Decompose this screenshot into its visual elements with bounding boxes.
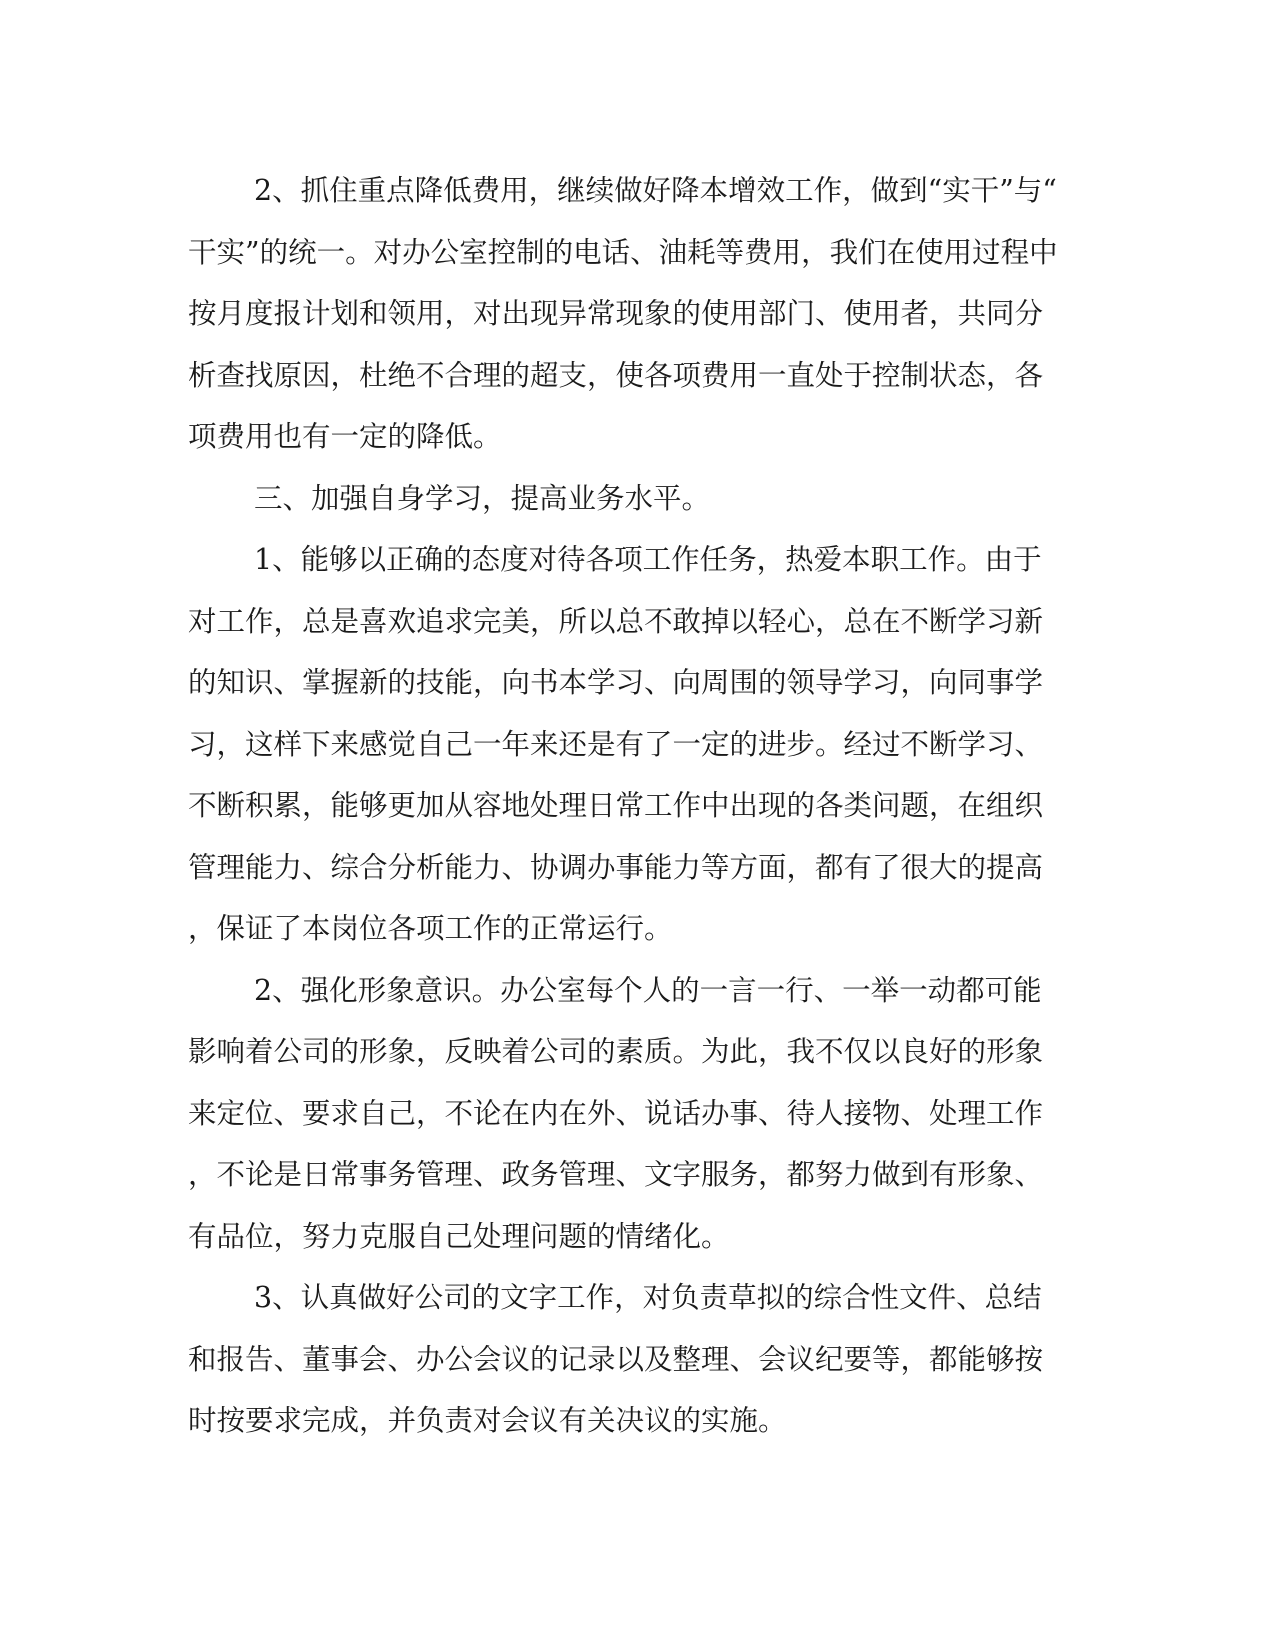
text-line: 和报告、董事会、办公会议的记录以及整理、会议纪要等，都能够按 — [188, 1342, 1044, 1376]
text-line: 时按要求完成，并负责对会议有关决议的实施。 — [188, 1404, 787, 1437]
text-line: 的知识、掌握新的技能，向书本学习、向周围的领导学习，向同事学 — [188, 666, 1044, 699]
text-line: 2、抓住重点降低费用，继续做好降本增效工作，做到“实干”与“ — [254, 174, 1057, 207]
text-line: 管理能力、综合分析能力、协调办事能力等方面，都有了很大的提高 — [188, 850, 1044, 884]
text-line: 项费用也有一定的降低。 — [188, 420, 502, 453]
text-line: ，不论是日常事务管理、政务管理、文字服务，都努力做到有形象、 — [188, 1158, 1044, 1191]
text-line: 1、能够以正确的态度对待各项工作任务，热爱本职工作。由于 — [254, 543, 1042, 576]
text-line: 影响着公司的形象，反映着公司的素质。为此，我不仅以良好的形象 — [188, 1035, 1044, 1068]
text-line: 3、认真做好公司的文字工作，对负责草拟的综合性文件、总结 — [254, 1281, 1042, 1314]
text-line: 不断积累，能够更加从容地处理日常工作中出现的各类问题，在组织 — [188, 789, 1044, 822]
document-body — [188, 160, 1070, 1452]
text-line: 按月度报计划和领用，对出现异常现象的使用部门、使用者，共同分 — [188, 297, 1044, 330]
text-line: 析查找原因，杜绝不合理的超支，使各项费用一直处于控制状态，各 — [188, 358, 1044, 392]
text-line: 习，这样下来感觉自己一年来还是有了一定的进步。经过不断学习、 — [188, 727, 1044, 761]
text-line: 对工作，总是喜欢追求完美，所以总不敢掉以轻心，总在不断学习新 — [188, 604, 1044, 638]
section-heading: 三、加强自身学习，提高业务水平。 — [254, 481, 711, 515]
text-line: 有品位，努力克服自己处理问题的情绪化。 — [188, 1219, 730, 1253]
text-line: 2、强化形象意识。办公室每个人的一言一行、一举一动都可能 — [254, 973, 1042, 1007]
text-line: 来定位、要求自己，不论在内在外、说话办事、待人接物、处理工作 — [188, 1096, 1044, 1130]
text-line: 干实”的统一。对办公室控制的电话、油耗等费用，我们在使用过程中 — [188, 235, 1058, 269]
text-line: ，保证了本岗位各项工作的正常运行。 — [188, 912, 673, 945]
